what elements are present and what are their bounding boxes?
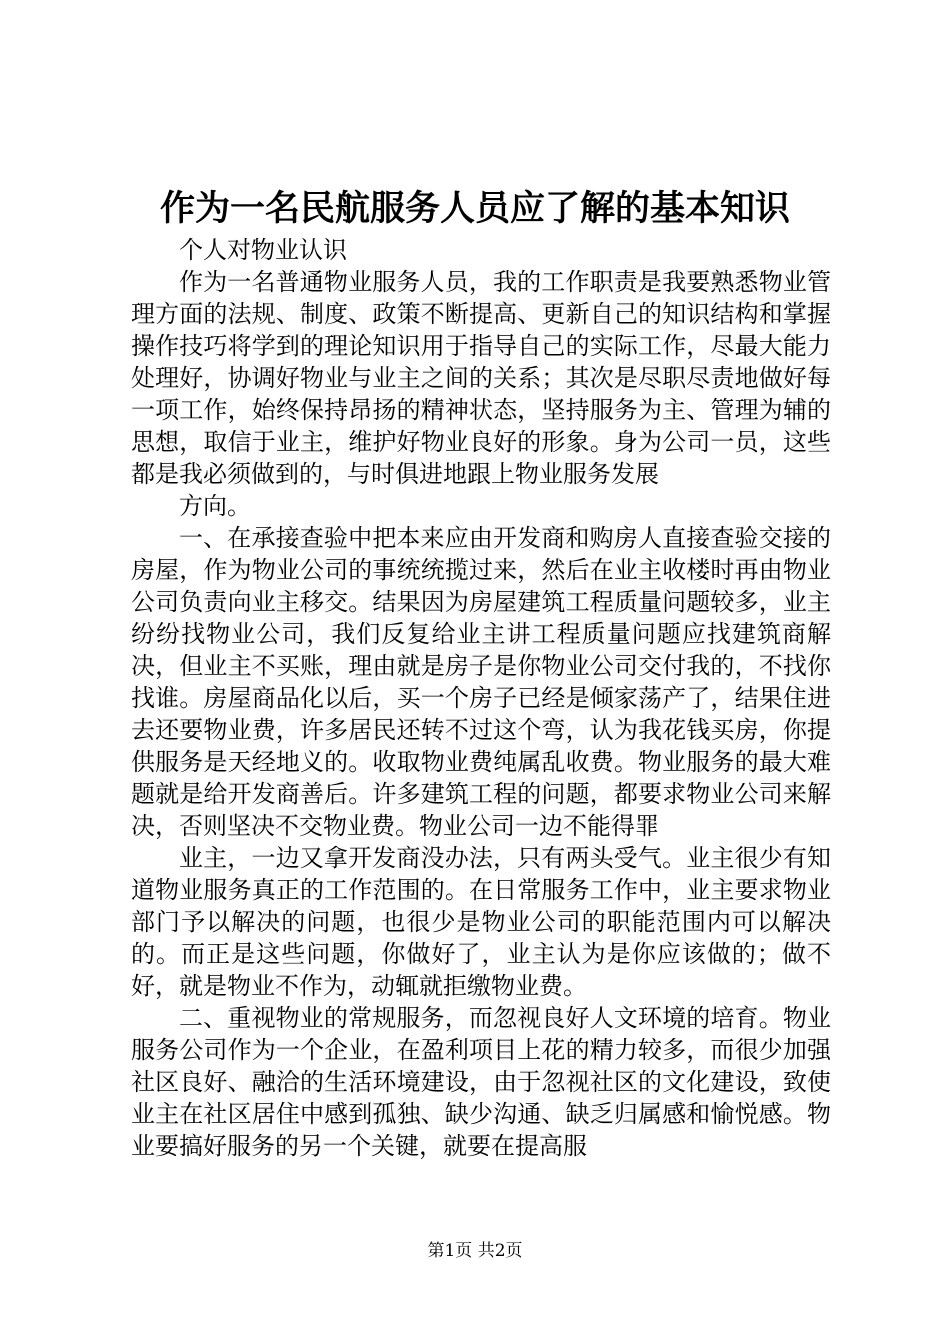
paragraph: 方向。 [179, 492, 251, 520]
paragraph: 二、重视物业的常规服务，而忽视良好人文环境的培育。物业服务公司作为一个企业，在盈利项目上花的精力较多，而很少加强社区良好、融洽的生活环境建设，由于忽视社区的文化建设，致使业主在社区居住中感到孤独、缺少沟通、缺乏归属感和愉悦感。物业要搞好服务的另一个关键，就要在提高服 [131, 1004, 831, 1160]
document-title: 作为一名民航服务人员应了解的基本知识 [159, 189, 790, 229]
paragraph: 一、在承接查验中把本来应由开发商和购房人直接查验交接的房屋，作为物业公司的事统统揽过来，然后在业主收楼时再由物业公司负责向业主移交。结果因为房屋建筑工程质量问题较多，业主纷纷找物业公司，我们反复给业主讲工程质量问题应找建筑商解决，但业主不买账，理由就是房子是你物业公司交付我的，不找你找谁。房屋商品化以后，买一个房子已经是倾家荡产了，结果住进去还要物业费，许多居民还转不过这个弯，认为我花钱买房，你提供服务是天经地义的。收取物业费纯属乱收费。物业服务的最大难题就是给开发商善后。许多建筑工程的问题，都要求物业公司来解决，否则坚决不交物业费。物业公司一边不能得罪 [131, 524, 831, 840]
document-body [131, 234, 831, 1162]
paragraph: 作为一名普通物业服务人员，我的工作职责是我要熟悉物业管理方面的法规、制度、政策不断提高、更新自己的知识结构和掌握操作技巧将学到的理论知识用于指导自己的实际工作，尽最大能力处理好，协调好物业与业主之间的关系；其次是尽职尽责地做好每一项工作，始终保持昂扬的精神状态，坚持服务为主、管理为辅的思想，取信于业主，维护好物业良好的形象。身为公司一员，这些都是我必须做到的，与时俱进地跟上物业服务发展 [131, 268, 831, 488]
page-number-footer: 第1页 共2页 [427, 1241, 523, 1261]
paragraph: 业主，一边又拿开发商没办法，只有两头受气。业主很少有知道物业服务真正的工作范围的。在日常服务工作中，业主要求物业部门予以解决的问题，也很少是物业公司的职能范围内可以解决的。而正是这些问题，你做好了，业主认为是你应该做的；做不好，就是物业不作为，动辄就拒缴物业费。 [131, 844, 831, 1000]
paragraph-heading: 个人对物业认识 [179, 236, 347, 264]
